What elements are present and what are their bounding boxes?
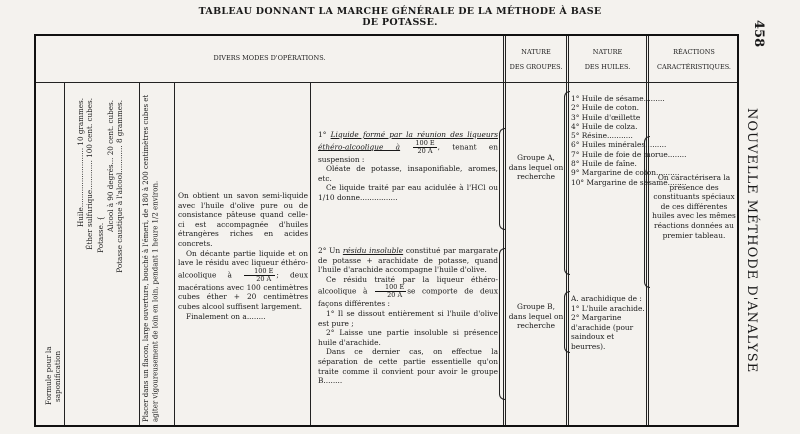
residu-text: 2° Un résidu insoluble constitué par margarate de potasse + arachidate de potasse, quand l'huile d'arachide accompagne l'huile d'olive. Ce résidu traité par la liqueur éthéro-alcoolique à $\frac{100 E}{20 A}$ se comporte de deux façons différentes : 1° Il se dissout entièrement si l'huile d'olive est pure ; 2° Laisse une partie insoluble si présence huile d'arachide. Dans ce dernier cas, on effectue la séparation de cette partie essentielle qu'on traite comme il convient pour avoir le groupe B........: [318, 246, 498, 386]
savon-text: On obtient un savon semi-liquide avec l'huile d'olive pure ou de consistance pâteuse quand celle-ci est accompagnée d'huiles étrangères riches en acides concrets. On décante partie liquide et on lave le résidu avec liqueur éthéro-alcoolique à $\frac{100 E}{20 A}$ ; deux macérations avec 100 centimètres cubes éther + 20 centimètres cubes alcool suffisent largement. Finalement on a........: [178, 191, 308, 321]
huile-item: 5° Résine...........: [571, 131, 633, 141]
groupe-a: Groupe A, dans lequel on recherche: [508, 153, 564, 182]
huiles-a-list: [571, 94, 687, 187]
formule-caustique: Potasse caustique à l'alcool............ 8 grammes.: [115, 100, 124, 273]
header-divider: [36, 82, 737, 83]
table-title: TABLEAU DONNANT LA MARCHE GÉNÉRALE DE LA MÉTHODE À BASE DE POTASSE.: [198, 6, 602, 28]
huile-item: 3° Huile d'œillette: [571, 112, 641, 122]
reactions-text: On caractérisera la présence des constituants spéciaux de ces différentes huiles avec les mêmes réactions données au premier tableau.: [652, 173, 736, 240]
header-huiles: NATURE DES HUILES.: [584, 48, 631, 71]
huile-item: 4° Huile de colza.: [571, 121, 638, 131]
running-head: NOUVELLE MÉTHODE D'ANALYSE: [744, 108, 759, 374]
huile-item: 1° L'huile arachide.: [571, 303, 645, 313]
col-divider-placer: [139, 82, 140, 425]
col-divider-operations: [310, 82, 311, 425]
fraction: $\frac{100 E}{20 A}$: [244, 268, 275, 283]
huile-item: 1° Huile de sésame.........: [571, 94, 665, 103]
fraction: $\frac{100 E}{20 A}$: [415, 138, 435, 155]
placer-instructions: Placer dans un flacon, large ouverture, bouché à l'émeri, de 180 à 200 centimètres cubes et agiter vigoureusement de loin en loin, pendant 1 heure 1/2 environ.: [142, 94, 160, 422]
huile-item: 6° Huiles minérales.........: [571, 140, 667, 150]
huile-item: 10° Margarine de sésame........: [571, 177, 687, 187]
page-number: 458: [751, 20, 766, 48]
huiles-b-list: [571, 294, 645, 352]
huile-item: 2° Margarine d'arachide (pour saindoux et beurres).: [571, 313, 634, 351]
bracket-b: [499, 248, 505, 400]
huile-item: 2° Huile de coton.: [571, 103, 639, 113]
formule-huile: Huile.......................... 10 grammes.: [76, 98, 85, 228]
col-divider-formule: [64, 82, 65, 425]
formule-potasse-label: Potasse. {: [96, 216, 105, 253]
header-operations: DIVERS MODES D'OPÉRATIONS.: [213, 54, 326, 62]
huile-item: 9° Margarine de coton..........: [571, 168, 680, 178]
formule-ether: Éther sulfurique............. 100 cent. cubes.: [85, 98, 94, 250]
bracket-huiles-b: [564, 291, 570, 353]
header-groupes: NATURE DES GROUPES.: [509, 48, 563, 71]
fraction: $\frac{100 E}{20 A}$: [375, 284, 406, 299]
header-reactions: RÉACTIONS CARACTÉRISTIQUES.: [657, 48, 731, 71]
data-table: [34, 34, 739, 427]
formule-alcool: Alcool à 90 degrés... 20 cent. cubes.: [106, 100, 115, 233]
bracket-huiles-a: [564, 91, 570, 275]
huile-item: 8° Huile de faîne.: [571, 159, 637, 169]
bracket-reactions: [644, 136, 650, 288]
formule-label: Formule pour la saponification: [44, 346, 62, 406]
groupe-b: Groupe B, dans lequel on recherche: [508, 302, 564, 331]
huile-item: 7° Huile de foie de morue........: [571, 149, 687, 159]
bracket-a: [499, 128, 505, 230]
huile-item: A. arachidique de :: [571, 294, 642, 303]
col-divider-savon: [174, 82, 175, 425]
liquide-text: 1° Liquide formé par la réunion des liqueurs éthéro-alcoolique à $\frac{100 E}{20 A}$ , tenant en suspension : Oléate de potasse, insaponifiable, aromes, etc. Ce liquide traité par eau acidulée à l'HCl ou 1/10 donne................: [318, 130, 498, 202]
